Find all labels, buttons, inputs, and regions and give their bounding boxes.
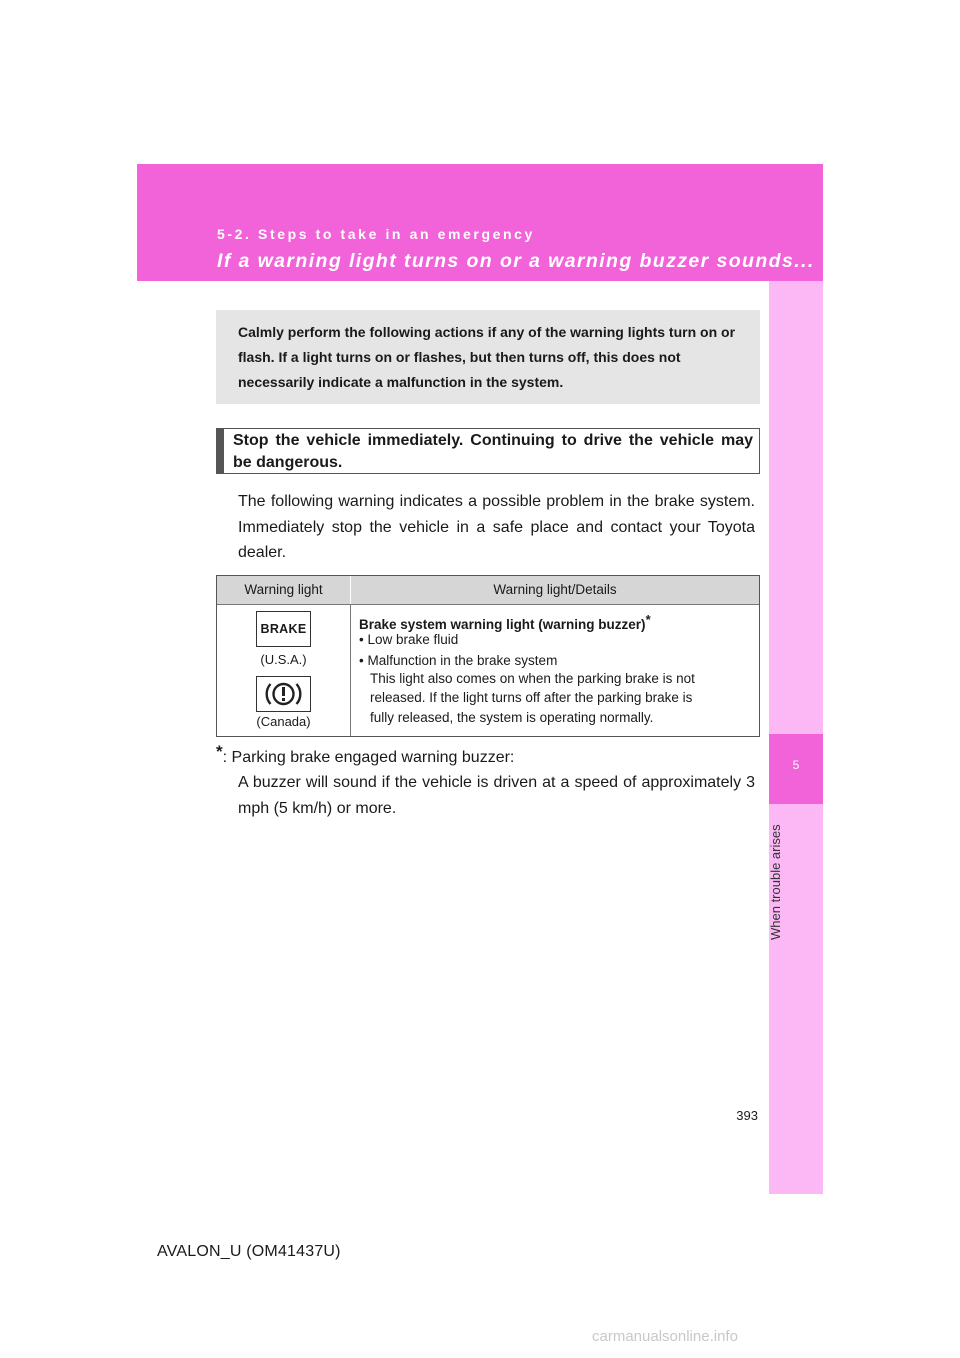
table-header-warning-light: Warning light	[217, 576, 351, 604]
detail-bullet: • Malfunction in the brake system	[359, 653, 558, 668]
caution-box	[216, 428, 760, 474]
footnote-body: A buzzer will sound if the vehicle is driven at a speed of approximately 3 mph (5 km/h) or more.	[238, 774, 755, 817]
warning-light-table	[216, 575, 760, 737]
column-divider	[350, 605, 351, 736]
page-title: If a warning light turns on or a warning buzzer sounds...	[217, 250, 815, 272]
watermark: carmanualsonline.info	[592, 1328, 738, 1345]
manual-id: AVALON_U (OM41437U)	[157, 1243, 341, 1260]
detail-title	[359, 612, 651, 632]
table-header-details: Warning light/Details	[493, 582, 617, 597]
intro-text: Calmly perform the following actions if any of the warning lights turn on or flash. If a light turns on or flashes, but then turns off, this does not necessarily indicate a malfunction in the system.	[238, 324, 736, 390]
detail-title-mark: *	[645, 612, 651, 627]
table-header-row	[217, 576, 759, 605]
caution-text: Stop the vehicle immediately. Continuing to drive the vehicle may be dangerous.	[233, 432, 753, 471]
region-label-usa: (U.S.A.)	[260, 652, 307, 667]
brake-warning-icon: BRAKE	[256, 611, 311, 647]
detail-bullet: • Low brake fluid	[359, 632, 459, 647]
footnote-label	[216, 739, 514, 770]
detail-note-line: This light also comes on when the parking brake is not	[370, 671, 695, 686]
section-label: 5-2. Steps to take in an emergency	[217, 226, 535, 242]
region-label-canada: (Canada)	[256, 714, 311, 729]
footnote-mark: *	[216, 742, 223, 761]
chapter-title: When trouble arises	[768, 824, 783, 940]
intro-box	[216, 310, 760, 404]
body-paragraph: The following warning indicates a possible problem in the brake system. Immediately stop the vehicle in a safe place and contact your Toyota dealer.	[238, 493, 755, 561]
footnote-label-text: : Parking brake engaged warning buzzer:	[222, 749, 515, 766]
chapter-number: 5	[792, 758, 800, 772]
detail-title-text: Brake system warning light (warning buzzer)	[359, 617, 646, 632]
brake-warning-circle-exclamation-icon	[256, 676, 311, 712]
detail-note-line: fully released, the system is operating normally.	[370, 710, 654, 725]
page-number: 393	[736, 1108, 758, 1123]
detail-note-line: released. If the light turns off after the parking brake is	[370, 690, 693, 705]
